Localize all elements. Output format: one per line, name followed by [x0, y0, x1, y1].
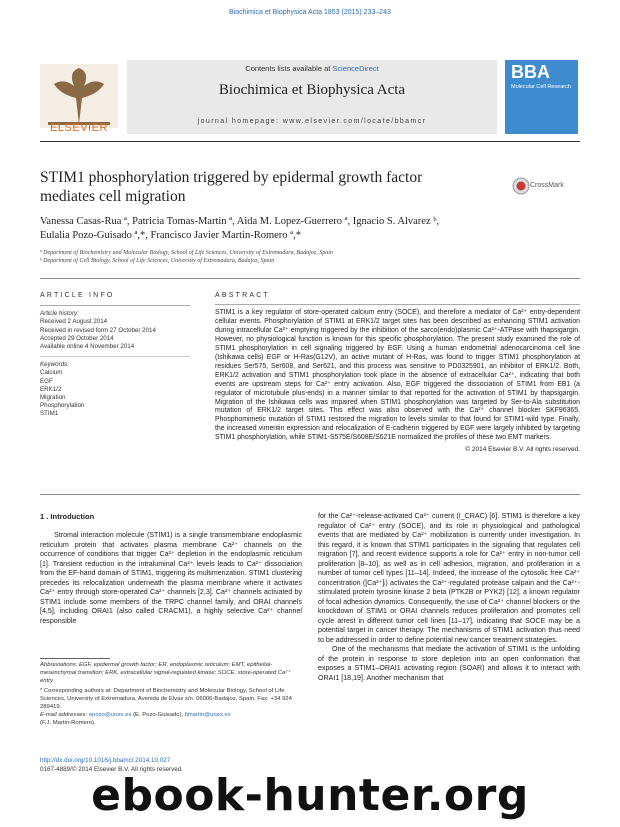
abstract-heading: ABSTRACT: [215, 292, 270, 299]
affiliation-b: ᵇ Department of Cell Biology, School of Life Sciences, University of Extremadura, Badajoz, Spain: [40, 258, 275, 264]
issn-line: 0167-4889/© 2014 Elsevier B.V. All rights reserved.: [40, 766, 184, 773]
crossmark-label[interactable]: CrossMark: [530, 182, 564, 189]
sciencedirect-link[interactable]: ScienceDirect: [332, 64, 379, 73]
history-item: Received in revised form 27 October 2014: [40, 326, 156, 334]
journal-homepage[interactable]: journal homepage: www.elsevier.com/locate/bbamcr: [197, 118, 427, 125]
history-item: Available online 4 November 2014: [40, 343, 135, 351]
abstract-section: [215, 292, 580, 453]
affiliation-a: ª Department of Biochemistry and Molecular Biology, School of Life Sciences, University of Extremadura, Badajoz, Spain: [40, 250, 333, 256]
crossmark-icon[interactable]: [512, 177, 530, 195]
keyword: Calcium: [40, 369, 63, 377]
header-rule: [40, 141, 580, 142]
intro-left-column: [40, 531, 302, 626]
email-link-pozo[interactable]: epozo@unex.es: [88, 711, 132, 718]
contents-line: [127, 64, 497, 73]
intro-right-column: [318, 512, 580, 683]
keywords-label: Keywords:: [40, 361, 69, 369]
author-list: [40, 215, 580, 243]
footnote-rule: [40, 658, 110, 659]
elsevier-logo-text: ELSEVIER: [50, 122, 108, 134]
email-name: (E. Pozo-Guisado),: [131, 711, 185, 718]
article-info: [40, 292, 190, 419]
email-link-martin[interactable]: fjmartin@unex.es: [184, 711, 231, 718]
contents-prefix: Contents lists available at: [245, 64, 333, 73]
keyword: STIM1: [40, 410, 59, 418]
abstract-bottom-rule: [40, 494, 580, 495]
article-info-heading: ARTICLE INFO: [40, 292, 115, 299]
history-item: Accepted 29 October 2014: [40, 334, 114, 342]
keyword: Migration: [40, 394, 66, 402]
journal-title: Biochimica et Biophysica Acta: [218, 82, 406, 98]
abstract-rule: [215, 304, 580, 305]
keywords-rule: [40, 356, 190, 357]
cover-subtitle: Molecular Cell Research: [511, 84, 571, 90]
history-item: Received 2 August 2014: [40, 318, 108, 326]
intro-paragraph: for the Ca²⁺-release-activated Ca²⁺ current (I_CRAC) [6]. STIM1 is therefore a key regulator of Ca²⁺ entry (SOCE), and its role in physiological and pathological events that are mediated by Ca²⁺ mobilization is currently under investigation. In this regard, it is known that STIM1 participates in the signaling that regulates cell migration [7], and recent evidence supports a role for Ca²⁺ entry in non-tumor cell proliferation [8–10], as well as in cell adhesion, migration, and proliferation in a number of tumor cell types [11–14]. Indeed, the increase of the cytosolic free Ca²⁺ concentration ([Ca²⁺]ᵢ) activates the Ca²⁺-regulated protease calpain and the Ca²⁺-stimulated protein tyrosine kinase 2 beta (PTK2B or PYK2) [12], a known regulator of focal adhesion dynamics. Consequently, the use of Ca²⁺ channel blockers or the knockdown of STIM1 or ORAI channels reduces proliferation and promotes cell cycle arrest in different tumor cell lines [11–17], indicating that SOCE may be a potential target in cancer therapy. The mechanisms of STIM1 activation thus need to be addressed in order to define potential new cancer treatment strategies.: [318, 512, 580, 644]
cover-title: BBA: [511, 62, 550, 82]
watermark: ebook-hunter.org: [91, 770, 529, 821]
article-title: STIM1 phosphorylation triggered by epidermal growth factor mediates cell migration: [40, 169, 423, 205]
email-footnote: [40, 712, 302, 720]
introduction-heading: 1 . Introduction: [40, 512, 95, 521]
email-label: E-mail addresses:: [40, 711, 89, 718]
intro-paragraph: One of the mechanisms that mediate the activation of STIM1 is the unfolding of the protein in response to store depletion into an open conformation that exposes a STIM1–ORAI1 activating region (SOAR) and allows it to interact with ORAI1 [18,19]. Another mechanism that: [318, 645, 580, 682]
email-name: (F.J. Martin-Romero).: [40, 719, 96, 726]
article-info-rule: [40, 305, 190, 306]
affiliation-rule: [40, 278, 580, 279]
copyright-notice: © 2014 Elsevier B.V. All rights reserved.: [465, 446, 580, 454]
footnotes: [40, 662, 302, 727]
abstract-text: STIM1 is a key regulator of store-operated calcium entry (SOCE), and therefore a mediator of Ca²⁺ entry-dependent cellular events. Phosphorylation of STIM1 at ERK1/2 target sites has been described as enhancing STIM1 activation during intracellular Ca²⁺ emptying triggered by the inhibition of the sarco(endo)plasmic Ca²⁺-ATPase with thapsigargin. However, no physiological function is known for this specific phosphorylation. The present study examined the role of STIM1 phosphorylation in cell signaling triggered by EGF. Using a human endometrial adenocarcinoma cell line (Ishikawa cells) EGF or H-Ras(G12V), an active mutant of H-Ras, was found to trigger STIM1 phosphorylation at residues Ser575, Ser608, and Ser621, and this process was sensitive to PD0325901, an inhibitor of ERK1/2. Both, ERK1/2 activation and STIM1 phosphorylation took place in the absence of extracellular Ca²⁺, indicating that both events are upstream steps for Ca²⁺ entry activation. Also, EGF triggered the dissociation of STIM1 from EB1 (a regulator of microtubule plus-ends) in a manner similar to that reported for the activation of STIM1 by thapsigargin. Migration of the Ishikawa cells was impaired when STIM1 phosphorylation was targeted by Ser-to-Ala substitution mutation of ERK1/2 target sites. This effect was also observed with the Ca²⁺ channel blocker SKF96365. Phosphomimetic mutation of STIM1 restored the migration to levels similar to that found for STIM1-wild type. Finally, the increased vimentin expression and relocalization of E-cadherin triggered by EGF were largely inhibited by targeting STIM1 phosphorylation, while STIM1-S575E/S608E/S621E normalized the profiles of these two EMT markers.: [215, 309, 580, 442]
intro-paragraph: Stromal interaction molecule (STIM1) is a single transmembrane endoplasmic reticulum protein that activates plasma membrane Ca²⁺ channels on the occurrence of conditions that trigger Ca²⁺ depletion in the endoplasmic reticulum [1]. Transient reduction in the intraluminal Ca²⁺ levels leads to Ca²⁺ dissociation from the EF-hand domain of STIM1, triggering its multimerization. STIM1 clustering precedes its relocalization underneath the plasma membrane where it activates Ca²⁺ entry through store-operated Ca²⁺ channels [2,3]. Ca²⁺ channels activated by STIM1 include some members of the TRPC channel family, and ORAI channels [4,5], including ORAI1 (also called CRACM1), a highly selective Ca²⁺ channel responsible: [40, 531, 302, 625]
keyword: ERK1/2: [40, 385, 62, 393]
authors-line-2: Eulalia Pozo-Guisado ª,*, Francisco Javier Martin-Romero ª,*: [40, 230, 301, 241]
keyword: Phosphorylation: [40, 402, 85, 410]
history-label: Article history:: [40, 310, 79, 318]
doi-link[interactable]: http://dx.doi.org/10.1016/j.bbamcr.2014.10.027: [40, 757, 171, 764]
abbreviations-footnote: Abbreviations: EGF, epidermal growth factor; ER, endoplasmic reticulum; EMT, epithelial-mesenchymal transition; ERK, extracellular signal-regulated kinase; SOCE, store-operated Ca²⁺ entry: [40, 662, 291, 684]
journal-reference[interactable]: Biochimica et Biophysica Acta 1853 (2015) 233–243: [229, 9, 391, 16]
corresponding-footnote: * Corresponding authors at: Department of Biochemistry and Molecular Biology, School of Life Sciences, University of Extremadura, Avenida de Elvas s/n. 06006-Badajoz, Spain. Fax: +34 924 289419.: [40, 688, 292, 710]
keyword: EGF: [40, 377, 53, 385]
authors-line-1: Vanessa Casas-Rua ª, Patricia Tomas-Martin ª, Aida M. Lopez-Guerrero ª, Ignacio S. Alvarez ᵇ,: [40, 216, 440, 227]
